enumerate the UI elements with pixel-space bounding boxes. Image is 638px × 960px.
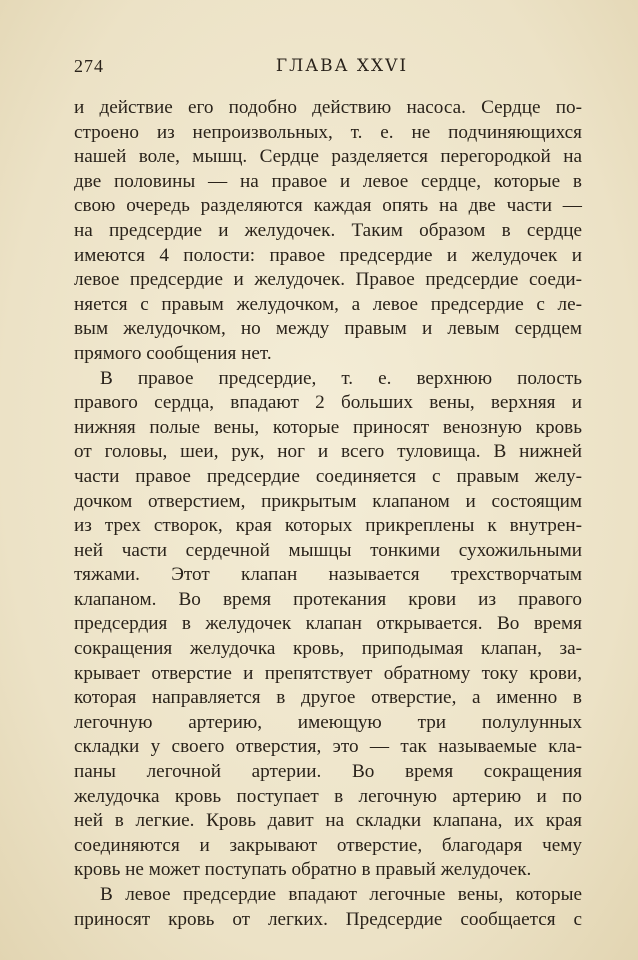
text-line: имеются 4 полости: правое предсердие и желудочек и [74, 244, 582, 266]
chapter-title: ГЛАВА XXVI [275, 56, 409, 76]
text-line: из трех створок, края которых прикреплены к внутрен- [74, 515, 582, 537]
text-line: клапаном. Во время протекания крови из правого [74, 588, 582, 610]
text-line: няется с правым желудочком, а левое предсердие с ле- [74, 293, 582, 315]
text-line: соединяются и закрывают отверстие, благодаря чему [74, 834, 582, 856]
text-line: приносят кровь от легких. Предсердие сообщается с [74, 908, 582, 930]
text-line: кровь не может поступать обратно в правый желудочек. [74, 859, 532, 881]
text-line: на предсердие и желудочек. Таким образом в сердце [74, 219, 582, 241]
text-line: строено из непроизвольных, т. е. не подчиняющихся [74, 121, 582, 143]
text-line: ней в легкие. Кровь давит на складки клапана, их края [74, 810, 582, 832]
text-line: левое предсердие и желудочек. Правое предсердие соеди- [74, 269, 582, 291]
body-text [74, 96, 582, 932]
text-line: паны легочной артерии. Во время сокращения [74, 761, 582, 783]
text-line: две половины — на правое и левое сердце, которые в [74, 170, 582, 192]
text-line: тяжами. Этот клапан называется трехстворчатым [74, 564, 582, 586]
text-line: свою очередь разделяются каждая опять на две части — [74, 195, 582, 217]
page-number: 274 [74, 56, 104, 76]
text-line: желудочка кровь поступает в легочную артерию и по [74, 785, 582, 807]
text-line: дочком отверстием, прикрытым клапаном и состоящим [74, 490, 582, 512]
text-line: предсердия в желудочек клапан открывается. Во время [74, 613, 582, 635]
text-line: В левое предсердие впадают легочные вены, которые [100, 884, 582, 905]
page-header [74, 56, 580, 80]
text-line: нижняя полые вены, которые приносят венозную кровь [74, 416, 582, 438]
text-line: сокращения желудочка кровь, приподымая клапан, за- [74, 638, 582, 660]
text-line: складки у своего отверстия, это — так называемые кла- [74, 736, 582, 758]
text-line: легочную артерию, имеющую три полулунных [74, 711, 582, 733]
text-line: которая направляется в другое отверстие, а именно в [74, 687, 582, 709]
text-line: В правое предсердие, т. е. верхнюю полость [100, 367, 582, 389]
text-line: ней части сердечной мышцы тонкими сухожильными [74, 539, 582, 561]
text-line: правого сердца, впадают 2 больших вены, верхняя и [74, 392, 582, 414]
text-line: и действие его подобно действию насоса. Сердце по- [74, 97, 582, 118]
text-line: вым желудочком, но между правым и левым сердцем [74, 318, 582, 340]
text-line: части правое предсердие соединяется с правым желу- [74, 465, 582, 487]
text-line: от головы, шеи, рук, ног и всего туловища. В нижней [74, 441, 582, 463]
text-line: крывает отверстие и препятствует обратному току крови, [74, 662, 582, 684]
text-line: нашей воле, мышц. Сердце разделяется перегородкой на [74, 146, 582, 168]
text-line: прямого сообщения нет. [74, 342, 272, 364]
